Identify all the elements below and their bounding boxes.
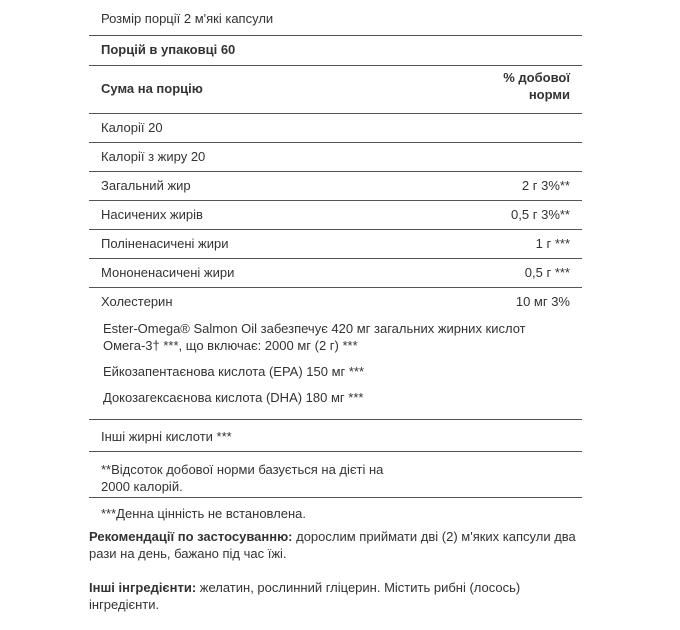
serving-size: Розмір порції 2 м'які капсули (101, 11, 274, 26)
ingredients (89, 579, 582, 613)
nutrient-name: Калорії 20 (101, 120, 163, 135)
footnote-row (89, 498, 582, 525)
nutrient-value: 2 г 3%** (521, 178, 570, 193)
nutrient-value: 0,5 г 3%** (511, 207, 570, 222)
serving-size-row (89, 0, 582, 36)
recommendations-text: дорослим приймати дві (2) м'яких капсули два рази на день, бажано під час їжі. (89, 529, 576, 561)
header-row (89, 66, 582, 114)
nutrient-row (89, 230, 582, 259)
nutrient-name: Мононенасичені жири (101, 265, 235, 280)
footnote-not-established: ***Денна цінність не встановлена. (101, 506, 307, 521)
omega-3-text: Ester-Omega® Salmon Oil забезпечує 420 мг загальних жирних кислот Омега-3† ***, що включає: 2000 мг (2 г) *** (103, 321, 526, 353)
footnote-row (89, 452, 582, 498)
nutrient-name: Загальний жир (101, 178, 191, 193)
ingredients-label: Інші інгредієнти: (89, 580, 197, 595)
nutrient-name: Холестерин (101, 294, 173, 309)
other-fatty-acids-row (89, 420, 582, 452)
nutrient-name: Калорії з жиру 20 (101, 149, 206, 164)
nutrient-name: Насичених жирів (101, 207, 203, 222)
daily-value-header: % добової норми (503, 70, 570, 102)
nutrient-row (89, 172, 582, 201)
nutrient-row (89, 114, 582, 143)
other-fatty-acids: Інші жирні кислоти *** (101, 429, 232, 444)
cholesterol-omega-block (89, 288, 582, 420)
nutrient-name: Поліненасичені жири (101, 236, 229, 251)
nutrient-value: 10 мг 3% (515, 294, 570, 309)
recommendations (89, 528, 582, 562)
amount-per-serving-header: Сума на порцію (101, 81, 203, 96)
ingredients-text: желатин, рослинний гліцерин. Містить рибні (лосось) інгредієнти. (89, 580, 521, 612)
dha-text: Докозагексаєнова кислота (DHA) 180 мг *** (103, 390, 364, 405)
servings-row (89, 36, 582, 66)
epa-text: Ейкозапентаєнова кислота (EPA) 150 мг *** (103, 364, 365, 379)
recommendations-label: Рекомендації по застосуванню: (89, 529, 293, 544)
nutrient-value: 1 г *** (535, 236, 570, 251)
servings-per-container: Порцій в упаковці 60 (101, 42, 236, 57)
supplement-facts-table (89, 0, 582, 525)
nutrient-row (89, 143, 582, 172)
nutrient-row (89, 201, 582, 230)
footnote-dv: **Відсоток добової норми базується на дієті на 2000 калорій. (101, 462, 384, 494)
nutrient-value: 0,5 г *** (524, 265, 570, 280)
nutrient-row (89, 259, 582, 288)
